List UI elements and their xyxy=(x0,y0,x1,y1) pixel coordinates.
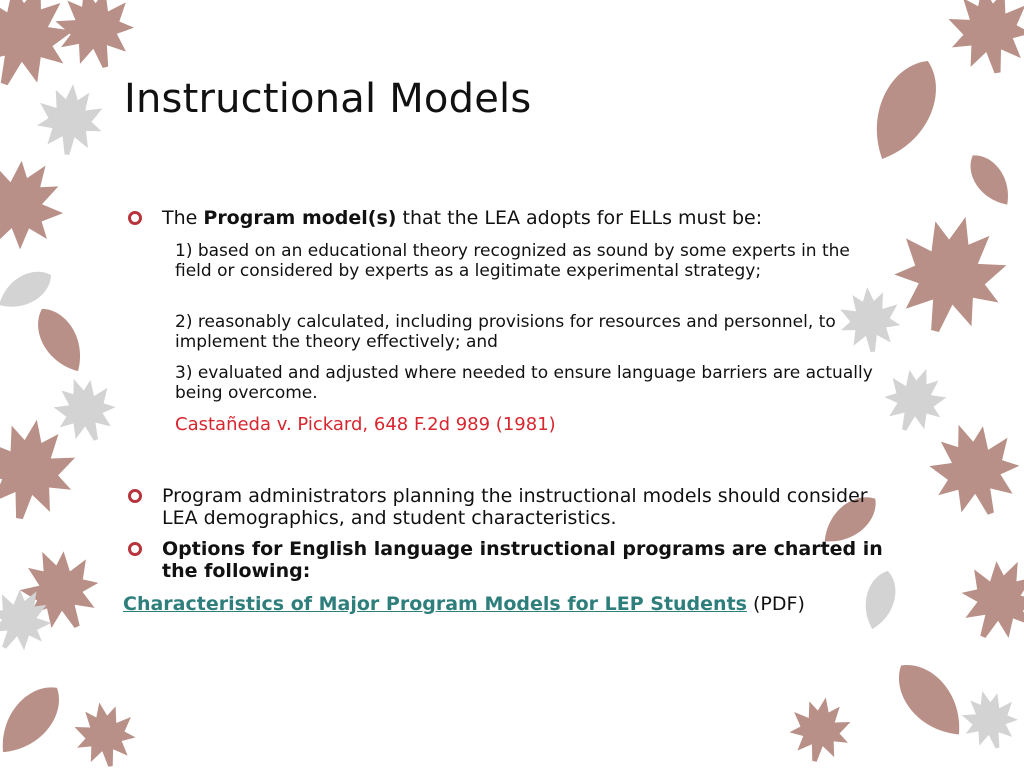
subitem-3: 3) evaluated and adjusted where needed to ensure language barriers are actually being overcome. xyxy=(175,363,873,403)
subitem-1: 1) based on an educational theory recognized as sound by some experts in the field or considered by experts as a legitimate experimental strategy; xyxy=(175,241,850,281)
pdf-link-line xyxy=(123,593,805,615)
ring-bullet-icon xyxy=(128,542,142,556)
citation: Castañeda v. Pickard, 648 F.2d 989 (1981) xyxy=(175,414,556,435)
bullet-text: Options for English language instructional programs are charted in the following: xyxy=(162,538,883,582)
program-models-pdf-link[interactable]: Characteristics of Major Program Models for LEP Students xyxy=(123,593,747,615)
slide-title: Instructional Models xyxy=(124,76,532,122)
ring-bullet-icon xyxy=(128,489,142,503)
bullet-text-prefix: The xyxy=(162,207,204,229)
ring-bullet-icon xyxy=(128,211,142,225)
bullet-text xyxy=(162,207,892,229)
bullet-text: Program administrators planning the instructional models should consider LEA demographics, and student characteristics. xyxy=(162,485,868,529)
bullet-text-suffix: that the LEA adopts for ELLs must be: xyxy=(396,207,763,229)
bullet-text-bold: Program model(s) xyxy=(203,207,397,229)
pdf-label: (PDF) xyxy=(746,593,805,615)
subitem-2: 2) reasonably calculated, including provisions for resources and personnel, to implement the theory effectively; and xyxy=(175,312,836,352)
